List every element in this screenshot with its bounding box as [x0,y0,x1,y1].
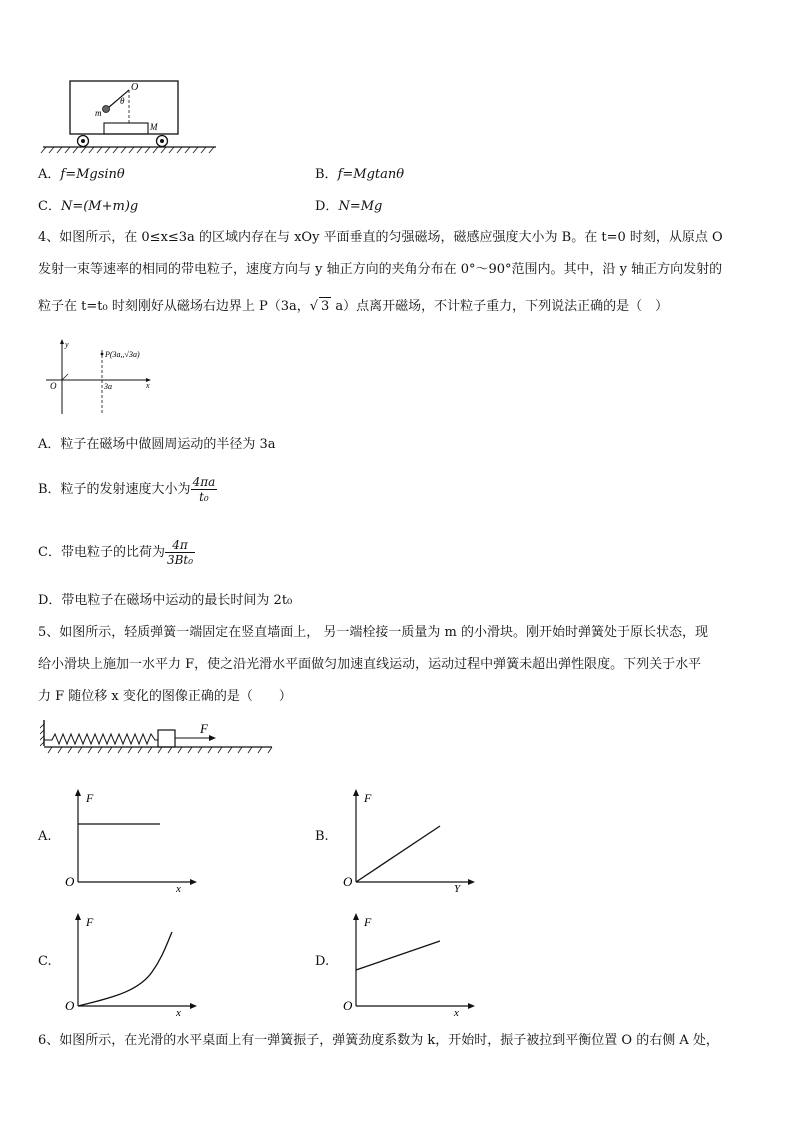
q5-graph-a [60,786,200,896]
svg-text:O: O [343,998,353,1013]
q5-force-label: F [200,721,208,736]
svg-text:F: F [364,915,372,929]
q6-stem-line1: 6、如图所示，在光滑的水平桌面上有一弹簧振子，弹簧劲度系数为 k，开始时，振子被拉到平衡位置 O 的右侧 A 处， [38,1033,719,1048]
label-O: O [131,82,139,93]
q5-spring-block-figure [40,718,280,758]
q4-option-d: D．带电粒子在磁场中运动的最长时间为 2t₀ [38,593,293,608]
q3-option-c: C．N=(M+m)g [38,199,139,214]
svg-text:Y: Y [454,883,461,895]
q5-option-a-label: A. [38,829,52,844]
svg-text:F: F [86,915,94,929]
q4-stem-line1: 4、如图所示，在 0≤x≤3a 的区域内存在与 xOy 平面垂直的匀强磁场，磁感应强度大小为 B。在 t=0 时刻，从原点 O [38,230,723,245]
svg-text:x: x [176,1007,181,1019]
q5-graph-b [338,786,478,896]
q4-stem-line3: 粒子在 t=t₀ 时刻刚好从磁场右边界上 P（3a，√ 3 a）点离开磁场，不计粒子重力，下列说法正确的是（ ） [38,299,669,314]
svg-text:x: x [454,1007,459,1019]
q5-stem-line3: 力 F 随位移 x 变化的图像正确的是（ ） [38,689,292,704]
label-M: M [150,122,158,132]
q5-option-c-label: C. [38,954,52,969]
q5-stem-line1: 5、如图所示，轻质弹簧一端固定在竖直墙面上， 另一端栓接一质量为 m 的小滑块。刚开始时弹簧处于原长状态，现 [38,625,708,640]
svg-text:F: F [86,791,94,805]
q3-option-d: D．N=Mg [315,199,383,214]
q3-option-b: B．f=Mgtanθ [315,167,405,182]
svg-text:x: x [176,883,181,895]
svg-text:O: O [65,998,75,1013]
q4-fig-3a: 3a [104,382,112,391]
q4-stem-line2: 发射一束等速率的相同的带电粒子，速度方向与 y 轴正方向的夹角分布在 0°～90°范围内。其中，沿 y 轴正方向发射的 [38,262,723,277]
q5-option-d-label: D. [315,954,330,969]
q4-option-c: C．带电粒子的比荷为 $\frac{4\pi}{\text{3Bt₀}}$ [38,538,194,567]
q5-graph-d [338,910,478,1020]
svg-text:O: O [65,874,75,889]
q4-fig-x: x [146,381,150,390]
q4-option-b: B．粒子的发射速度大小为 $\frac{4\pi a}{\text{t₀}}$ [38,475,216,504]
q5-option-b-label: B. [315,829,329,844]
svg-text:O: O [343,874,353,889]
q4-fig-P: P(3a,,√3a) [105,350,140,359]
label-theta: θ [120,96,125,106]
q4-option-a: A．粒子在磁场中做圆周运动的半径为 3a [38,437,276,452]
q5-stem-line2: 给小滑块上施加一水平力 F，使之沿光滑水平面做匀加速直线运动，运动过程中弹簧未超出弹性限度。下列关于水平 [38,657,702,672]
label-m: m [95,108,102,118]
q4-fig-O: O [50,381,57,391]
cart-pendulum-figure [38,78,238,158]
q4-fig-y: y [65,340,69,349]
q4-coordinate-figure [44,338,164,418]
q5-graph-c [60,910,200,1020]
svg-text:F: F [364,791,372,805]
q3-option-a: A．f=Mgsinθ [38,167,125,182]
